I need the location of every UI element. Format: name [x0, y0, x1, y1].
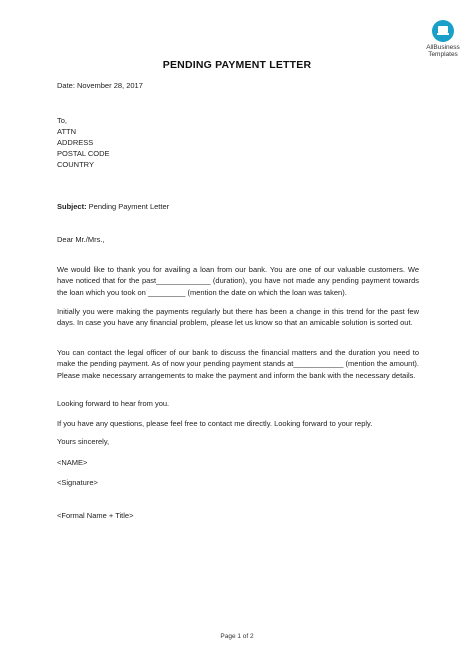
- recipient-address: [57, 115, 110, 170]
- logo-text: [413, 44, 473, 58]
- paragraph-1: We would like to thank you for availing a loan from our bank. You are one of our valuable customers. We have noticed that for the past_____________ (duration), you have not made any pending payment towards the loan which you took on _________ (mention the date on which the loan was taken).: [57, 265, 419, 297]
- subject-label: Subject:: [57, 202, 87, 211]
- signature-placeholder: <Signature>: [57, 478, 98, 487]
- letter-date: Date: November 28, 2017: [57, 81, 143, 90]
- paragraph-5: If you have any questions, please feel free to contact me directly. Looking forward to your reply.: [57, 419, 373, 428]
- address-attn: ATTN: [57, 127, 77, 136]
- address-postal-code: POSTAL CODE: [57, 149, 110, 158]
- page-number: Page 1 of 2: [220, 633, 254, 640]
- logo-line-2: Templates: [428, 51, 458, 58]
- laptop-icon: [432, 20, 454, 42]
- letter-title: PENDING PAYMENT LETTER: [162, 59, 312, 71]
- address-country: COUNTRY: [57, 160, 94, 169]
- paragraph-2: Initially you were making the payments regularly but there has been a change in this trend for the past few days. In case you have any financial problem, please let us know so that an amicable solution is sorted out.: [57, 307, 419, 328]
- logo-line-1: AllBusiness: [426, 44, 460, 51]
- subject-line: [57, 201, 169, 212]
- formal-name-placeholder: <Formal Name + Title>: [57, 511, 134, 520]
- paragraph-4: Looking forward to hear from you.: [57, 399, 170, 408]
- address-to: To,: [57, 116, 68, 125]
- paragraph-3: You can contact the legal officer of our bank to discuss the financial matters and the duration you need to make the pending payment. As of now your pending payment stands at____________ (mention the amount). Please make necessary arrangements to make the payment and inform the bank with the necessary details.: [57, 348, 419, 380]
- name-placeholder: <NAME>: [57, 458, 88, 467]
- salutation: Dear Mr./Mrs.,: [57, 235, 105, 244]
- closing: Yours sincerely,: [57, 437, 110, 446]
- address-line: ADDRESS: [57, 138, 94, 147]
- subject-value: Pending Payment Letter: [86, 202, 170, 211]
- allbusiness-logo: [413, 20, 473, 58]
